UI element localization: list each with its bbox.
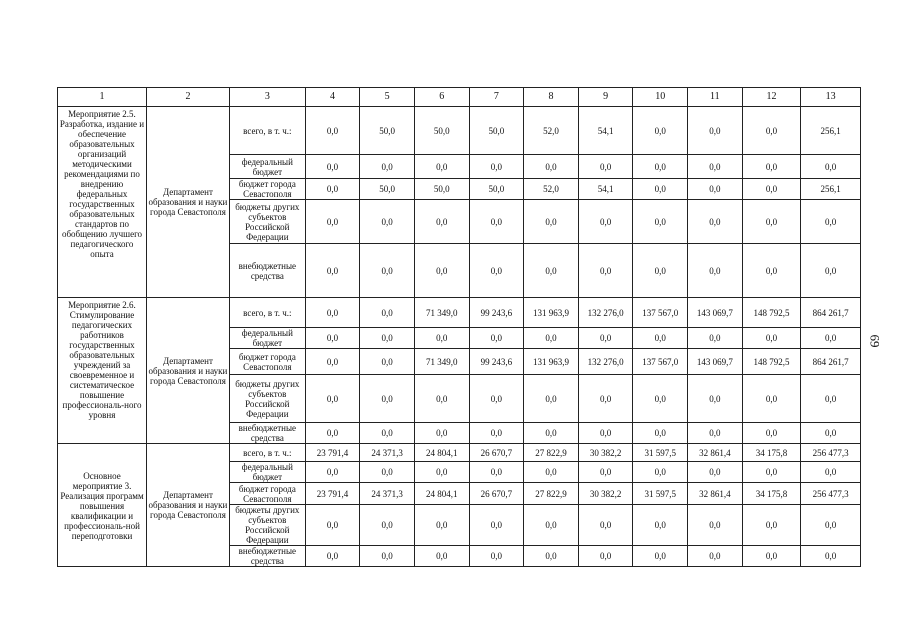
value-cell: 0,0	[801, 546, 861, 567]
value-cell: 0,0	[360, 375, 415, 423]
value-cell: 0,0	[578, 505, 633, 546]
value-cell: 137 567,0	[633, 298, 688, 328]
value-cell: 0,0	[305, 328, 360, 349]
value-cell: 34 175,8	[742, 483, 801, 505]
funding-source-cell: внебюджетные средства	[229, 423, 305, 444]
value-cell: 0,0	[688, 200, 743, 244]
value-cell: 0,0	[633, 423, 688, 444]
value-cell: 31 597,5	[633, 444, 688, 462]
value-cell: 0,0	[414, 200, 469, 244]
value-cell: 0,0	[578, 200, 633, 244]
value-cell: 0,0	[414, 328, 469, 349]
value-cell: 0,0	[524, 244, 579, 298]
header-cell: 11	[688, 88, 743, 107]
value-cell: 0,0	[801, 328, 861, 349]
value-cell: 0,0	[305, 155, 360, 179]
funding-source-cell: всего, в т. ч.:	[229, 298, 305, 328]
value-cell: 0,0	[414, 375, 469, 423]
value-cell: 50,0	[360, 179, 415, 200]
value-cell: 23 791,4	[305, 483, 360, 505]
activity-name-cell: Мероприятие 2.5. Разработка, издание и обеспечение образовательных организаций методическими рекомендациями по внедрению федеральных государственных образовательных стандартов по обобщению лучшего педагогического опыта	[58, 107, 147, 298]
value-cell: 0,0	[305, 179, 360, 200]
value-cell: 0,0	[360, 155, 415, 179]
value-cell: 132 276,0	[578, 298, 633, 328]
value-cell: 0,0	[688, 546, 743, 567]
funding-source-cell: внебюджетные средства	[229, 244, 305, 298]
value-cell: 0,0	[742, 107, 801, 155]
value-cell: 0,0	[578, 462, 633, 483]
value-cell: 30 382,2	[578, 483, 633, 505]
value-cell: 0,0	[305, 107, 360, 155]
value-cell: 0,0	[305, 349, 360, 375]
table-row	[58, 107, 861, 155]
value-cell: 256,1	[801, 179, 861, 200]
value-cell: 0,0	[414, 505, 469, 546]
value-cell: 23 791,4	[305, 444, 360, 462]
department-cell: Департамент образования и науки города Севастополя	[146, 444, 229, 567]
value-cell: 0,0	[524, 200, 579, 244]
value-cell: 0,0	[742, 375, 801, 423]
table-row	[58, 298, 861, 328]
value-cell: 0,0	[360, 423, 415, 444]
value-cell: 143 069,7	[688, 349, 743, 375]
value-cell: 131 963,9	[524, 349, 579, 375]
value-cell: 30 382,2	[578, 444, 633, 462]
value-cell: 0,0	[414, 423, 469, 444]
value-cell: 137 567,0	[633, 349, 688, 375]
value-cell: 0,0	[742, 423, 801, 444]
value-cell: 0,0	[524, 505, 579, 546]
value-cell: 34 175,8	[742, 444, 801, 462]
value-cell: 71 349,0	[414, 349, 469, 375]
value-cell: 0,0	[414, 546, 469, 567]
value-cell: 0,0	[469, 462, 524, 483]
value-cell: 0,0	[742, 328, 801, 349]
value-cell: 0,0	[801, 375, 861, 423]
value-cell: 0,0	[360, 328, 415, 349]
header-cell: 12	[742, 88, 801, 107]
value-cell: 0,0	[469, 546, 524, 567]
value-cell: 24 804,1	[414, 444, 469, 462]
value-cell: 0,0	[578, 546, 633, 567]
value-cell: 27 822,9	[524, 444, 579, 462]
value-cell: 50,0	[469, 107, 524, 155]
value-cell: 0,0	[742, 244, 801, 298]
value-cell: 0,0	[360, 244, 415, 298]
funding-source-cell: внебюджетные средства	[229, 546, 305, 567]
activity-name-cell: Мероприятие 2.6. Стимулирование педагогических работников государственных образовательных учреждений за своевременное и систематическое повышение профессиональ-ного уровня	[58, 298, 147, 444]
value-cell: 26 670,7	[469, 483, 524, 505]
value-cell: 0,0	[633, 179, 688, 200]
value-cell: 0,0	[688, 505, 743, 546]
value-cell: 0,0	[801, 505, 861, 546]
value-cell: 0,0	[688, 423, 743, 444]
value-cell: 50,0	[469, 179, 524, 200]
value-cell: 0,0	[524, 423, 579, 444]
value-cell: 864 261,7	[801, 298, 861, 328]
value-cell: 0,0	[578, 328, 633, 349]
funding-source-cell: всего, в т. ч.:	[229, 444, 305, 462]
value-cell: 0,0	[633, 244, 688, 298]
value-cell: 0,0	[742, 179, 801, 200]
budget-table	[57, 87, 861, 567]
value-cell: 0,0	[688, 155, 743, 179]
value-cell: 0,0	[524, 155, 579, 179]
value-cell: 0,0	[360, 200, 415, 244]
value-cell: 0,0	[578, 244, 633, 298]
value-cell: 0,0	[305, 375, 360, 423]
value-cell: 148 792,5	[742, 349, 801, 375]
department-cell: Департамент образования и науки города Севастополя	[146, 298, 229, 444]
value-cell: 0,0	[633, 155, 688, 179]
value-cell: 0,0	[742, 462, 801, 483]
value-cell: 0,0	[305, 200, 360, 244]
value-cell: 0,0	[801, 462, 861, 483]
header-cell: 10	[633, 88, 688, 107]
value-cell: 0,0	[801, 244, 861, 298]
value-cell: 0,0	[305, 298, 360, 328]
value-cell: 0,0	[469, 505, 524, 546]
value-cell: 0,0	[742, 505, 801, 546]
value-cell: 54,1	[578, 107, 633, 155]
value-cell: 148 792,5	[742, 298, 801, 328]
value-cell: 143 069,7	[688, 298, 743, 328]
value-cell: 50,0	[414, 107, 469, 155]
value-cell: 0,0	[688, 244, 743, 298]
value-cell: 0,0	[524, 375, 579, 423]
header-cell: 4	[305, 88, 360, 107]
value-cell: 0,0	[801, 200, 861, 244]
value-cell: 0,0	[688, 375, 743, 423]
value-cell: 0,0	[360, 298, 415, 328]
value-cell: 27 822,9	[524, 483, 579, 505]
value-cell: 0,0	[305, 244, 360, 298]
value-cell: 0,0	[469, 200, 524, 244]
value-cell: 0,0	[469, 328, 524, 349]
header-cell: 7	[469, 88, 524, 107]
value-cell: 0,0	[469, 155, 524, 179]
value-cell: 0,0	[688, 107, 743, 155]
value-cell: 32 861,4	[688, 483, 743, 505]
value-cell: 0,0	[524, 546, 579, 567]
value-cell: 0,0	[469, 244, 524, 298]
funding-source-cell: федеральный бюджет	[229, 328, 305, 349]
value-cell: 0,0	[414, 155, 469, 179]
header-cell: 8	[524, 88, 579, 107]
value-cell: 52,0	[524, 107, 579, 155]
value-cell: 0,0	[688, 328, 743, 349]
value-cell: 26 670,7	[469, 444, 524, 462]
value-cell: 0,0	[688, 462, 743, 483]
value-cell: 0,0	[578, 155, 633, 179]
value-cell: 24 804,1	[414, 483, 469, 505]
value-cell: 0,0	[633, 546, 688, 567]
value-cell: 54,1	[578, 179, 633, 200]
table-body	[58, 88, 861, 567]
value-cell: 32 861,4	[688, 444, 743, 462]
header-cell: 13	[801, 88, 861, 107]
value-cell: 132 276,0	[578, 349, 633, 375]
value-cell: 0,0	[633, 107, 688, 155]
value-cell: 52,0	[524, 179, 579, 200]
value-cell: 0,0	[801, 423, 861, 444]
value-cell: 71 349,0	[414, 298, 469, 328]
value-cell: 0,0	[524, 328, 579, 349]
header-cell: 3	[229, 88, 305, 107]
value-cell: 0,0	[633, 375, 688, 423]
value-cell: 256,1	[801, 107, 861, 155]
table-row	[58, 444, 861, 462]
value-cell: 0,0	[360, 462, 415, 483]
value-cell: 0,0	[360, 546, 415, 567]
activity-name-cell: Основное мероприятие 3. Реализация программ повышения квалификации и профессиональ-ной переподготовки	[58, 444, 147, 567]
funding-source-cell: бюджеты других субъектов Российской Федерации	[229, 505, 305, 546]
value-cell: 24 371,3	[360, 444, 415, 462]
value-cell: 0,0	[469, 423, 524, 444]
header-cell: 5	[360, 88, 415, 107]
value-cell: 0,0	[742, 200, 801, 244]
value-cell: 0,0	[469, 375, 524, 423]
funding-source-cell: бюджет города Севастополя	[229, 483, 305, 505]
value-cell: 0,0	[633, 200, 688, 244]
value-cell: 0,0	[360, 349, 415, 375]
value-cell: 0,0	[305, 423, 360, 444]
department-cell: Департамент образования и науки города Севастополя	[146, 107, 229, 298]
funding-source-cell: бюджет города Севастополя	[229, 349, 305, 375]
value-cell: 0,0	[801, 155, 861, 179]
funding-source-cell: бюджеты других субъектов Российской Федерации	[229, 375, 305, 423]
value-cell: 0,0	[633, 505, 688, 546]
value-cell: 50,0	[360, 107, 415, 155]
value-cell: 0,0	[578, 423, 633, 444]
header-cell: 6	[414, 88, 469, 107]
value-cell: 0,0	[360, 505, 415, 546]
funding-source-cell: бюджет города Севастополя	[229, 179, 305, 200]
value-cell: 0,0	[633, 462, 688, 483]
value-cell: 0,0	[688, 179, 743, 200]
funding-source-cell: федеральный бюджет	[229, 462, 305, 483]
value-cell: 0,0	[578, 375, 633, 423]
value-cell: 99 243,6	[469, 298, 524, 328]
value-cell: 0,0	[633, 328, 688, 349]
value-cell: 31 597,5	[633, 483, 688, 505]
value-cell: 99 243,6	[469, 349, 524, 375]
header-row	[58, 88, 861, 107]
value-cell: 0,0	[305, 505, 360, 546]
value-cell: 131 963,9	[524, 298, 579, 328]
value-cell: 0,0	[742, 546, 801, 567]
value-cell: 0,0	[305, 462, 360, 483]
value-cell: 24 371,3	[360, 483, 415, 505]
value-cell: 0,0	[414, 462, 469, 483]
value-cell: 0,0	[305, 546, 360, 567]
page-number: 69	[867, 334, 883, 348]
value-cell: 256 477,3	[801, 444, 861, 462]
funding-source-cell: бюджеты других субъектов Российской Федерации	[229, 200, 305, 244]
funding-source-cell: всего, в т. ч.:	[229, 107, 305, 155]
value-cell: 0,0	[524, 462, 579, 483]
value-cell: 256 477,3	[801, 483, 861, 505]
value-cell: 0,0	[742, 155, 801, 179]
header-cell: 2	[146, 88, 229, 107]
value-cell: 50,0	[414, 179, 469, 200]
value-cell: 0,0	[414, 244, 469, 298]
value-cell: 864 261,7	[801, 349, 861, 375]
header-cell: 9	[578, 88, 633, 107]
funding-source-cell: федеральный бюджет	[229, 155, 305, 179]
header-cell: 1	[58, 88, 147, 107]
